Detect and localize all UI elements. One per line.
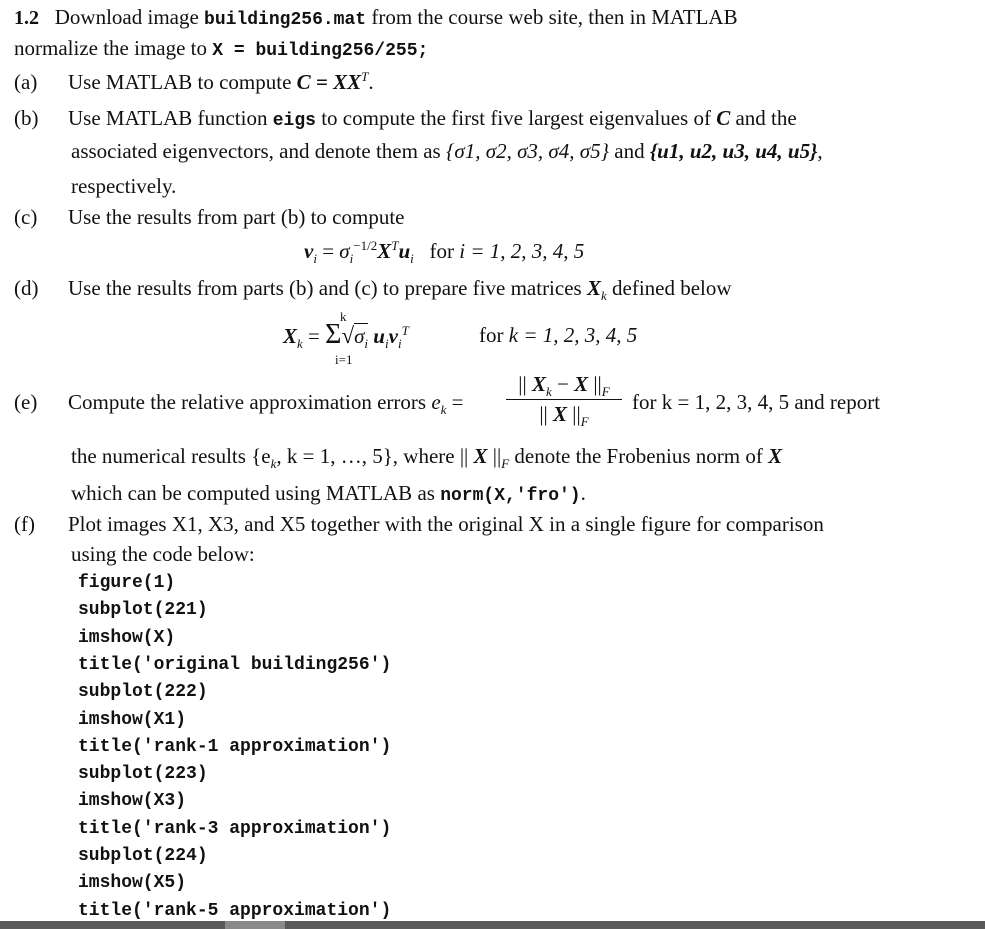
part-d-line	[68, 275, 732, 304]
part-b-text-1: Use MATLAB function	[68, 106, 268, 130]
part-e-after: for k = 1, 2, 3, 4, 5 and report	[632, 390, 881, 414]
part-e-period: .	[580, 481, 586, 505]
code-line: imshow(X5)	[78, 873, 187, 894]
part-e-text-3: , k = 1, …, 5}, where ||	[276, 444, 469, 468]
sigma-set: {σ1, σ2, σ3, σ4, σ5}	[445, 139, 610, 163]
error-fraction: || $X_k - X$ $||_F$ || X $||_F$	[506, 372, 622, 427]
part-a-text: Use MATLAB to compute	[68, 70, 292, 94]
part-d-text-2: defined below	[612, 276, 732, 300]
part-d-label: (d)	[14, 276, 39, 300]
code-line: title('rank-3 approximation')	[78, 818, 392, 839]
part-b-line-2: associated eigenvectors, and denote them as {σ1, σ2, σ3, σ4, σ5} and {u1, u2, u3, u4, u5},	[71, 139, 823, 163]
code-line: title('original building256')	[78, 654, 392, 675]
part-d-for-text: for	[479, 323, 504, 347]
code-line: subplot(223)	[78, 764, 208, 785]
code-line: imshow(X)	[78, 627, 176, 648]
code-line: subplot(221)	[78, 600, 208, 621]
problem-number: 1.2	[14, 7, 39, 29]
part-a-line: Use MATLAB to compute $C = XX^T$.	[68, 69, 374, 94]
part-e-line-3	[71, 480, 586, 509]
part-b-line-3: respectively.	[71, 174, 177, 198]
part-d-formula: $X_k = \Sigma√\sigma_i$ $u_iv_i^T$	[283, 319, 409, 352]
part-f-line-2: using the code below:	[71, 542, 255, 566]
part-b-and: and	[614, 139, 645, 163]
part-e-text-5: which can be computed using MATLAB as	[71, 481, 435, 505]
sum-lower-limit: i=1	[335, 352, 353, 367]
part-e-text: Compute the relative approximation errors $e_k$ =	[68, 390, 464, 418]
part-c-formula: $v_i = \sigma_i^{-1/2}X^Tu_i$ for i = 1, 2, 3, 4, 5	[304, 238, 585, 267]
part-f-label: (f)	[14, 512, 35, 536]
part-d-text: Use the results from parts (b) and (c) to prepare five matrices	[68, 276, 582, 300]
part-d-var: X	[586, 276, 601, 300]
horizontal-scrollbar[interactable]	[0, 921, 985, 929]
part-f-line-1: Plot images X1, X3, and X5 together with the original X in a single figure for comparison	[68, 512, 824, 536]
code-line: imshow(X1)	[78, 709, 187, 730]
part-e-label: (e)	[14, 390, 38, 414]
part-c-for: for	[429, 239, 455, 263]
part-c-range: i = 1, 2, 3, 4, 5	[459, 239, 585, 263]
u-set: {u1, u2, u3, u4, u5}	[649, 139, 818, 163]
intro-text-1: Download image	[54, 5, 199, 29]
part-b-text-2: to compute the first five largest eigenvalues of	[321, 106, 711, 130]
part-a-label: (a)	[14, 70, 38, 94]
intro-text-3: normalize the image to	[14, 36, 208, 60]
filename-code: building256.mat	[204, 10, 367, 30]
intro-line-2	[14, 35, 428, 64]
part-c-label: (c)	[14, 205, 38, 229]
intro-line-1	[14, 4, 738, 33]
code-line: title('rank-5 approximation')	[78, 900, 392, 921]
part-e-text-2: the numerical results {e	[71, 444, 271, 468]
part-d-for	[479, 322, 637, 348]
code-line: title('rank-1 approximation')	[78, 736, 392, 757]
scrollbar-thumb[interactable]	[225, 921, 285, 929]
part-e-text-4: denote the Frobenius norm of	[514, 444, 763, 468]
sum-upper-limit: k	[340, 309, 347, 324]
part-c-text: Use the results from part (b) to compute	[68, 205, 405, 229]
norm-code: norm(X,'fro')	[440, 486, 581, 506]
part-d-range: k = 1, 2, 3, 4, 5	[508, 323, 638, 347]
part-b-label: (b)	[14, 106, 39, 130]
intro-text-2: from the course web site, then in MATLAB	[371, 5, 738, 29]
part-a-formula: C = XX	[296, 70, 362, 94]
part-b-text-4: associated eigenvectors, and denote them as	[71, 139, 441, 163]
code-line: subplot(224)	[78, 846, 208, 866]
eigs-code: eigs	[272, 111, 316, 131]
code-line: subplot(222)	[78, 682, 208, 703]
part-d-sub: k	[600, 288, 607, 304]
normalize-code: X = building256/255;	[212, 41, 429, 61]
code-line: figure(1)	[78, 573, 176, 593]
code-line: imshow(X3)	[78, 791, 187, 812]
part-b-line-1	[68, 105, 797, 134]
part-b-text-3: and the	[735, 106, 797, 130]
part-e-line-2: the numerical results {$e_k$, k = 1, …, 5}, where || X $||_F$ denote the Frobenius norm of X	[71, 444, 783, 472]
part-b-var-c: C	[716, 106, 731, 130]
part-e-text-1: Compute the relative approximation errors	[68, 390, 427, 414]
